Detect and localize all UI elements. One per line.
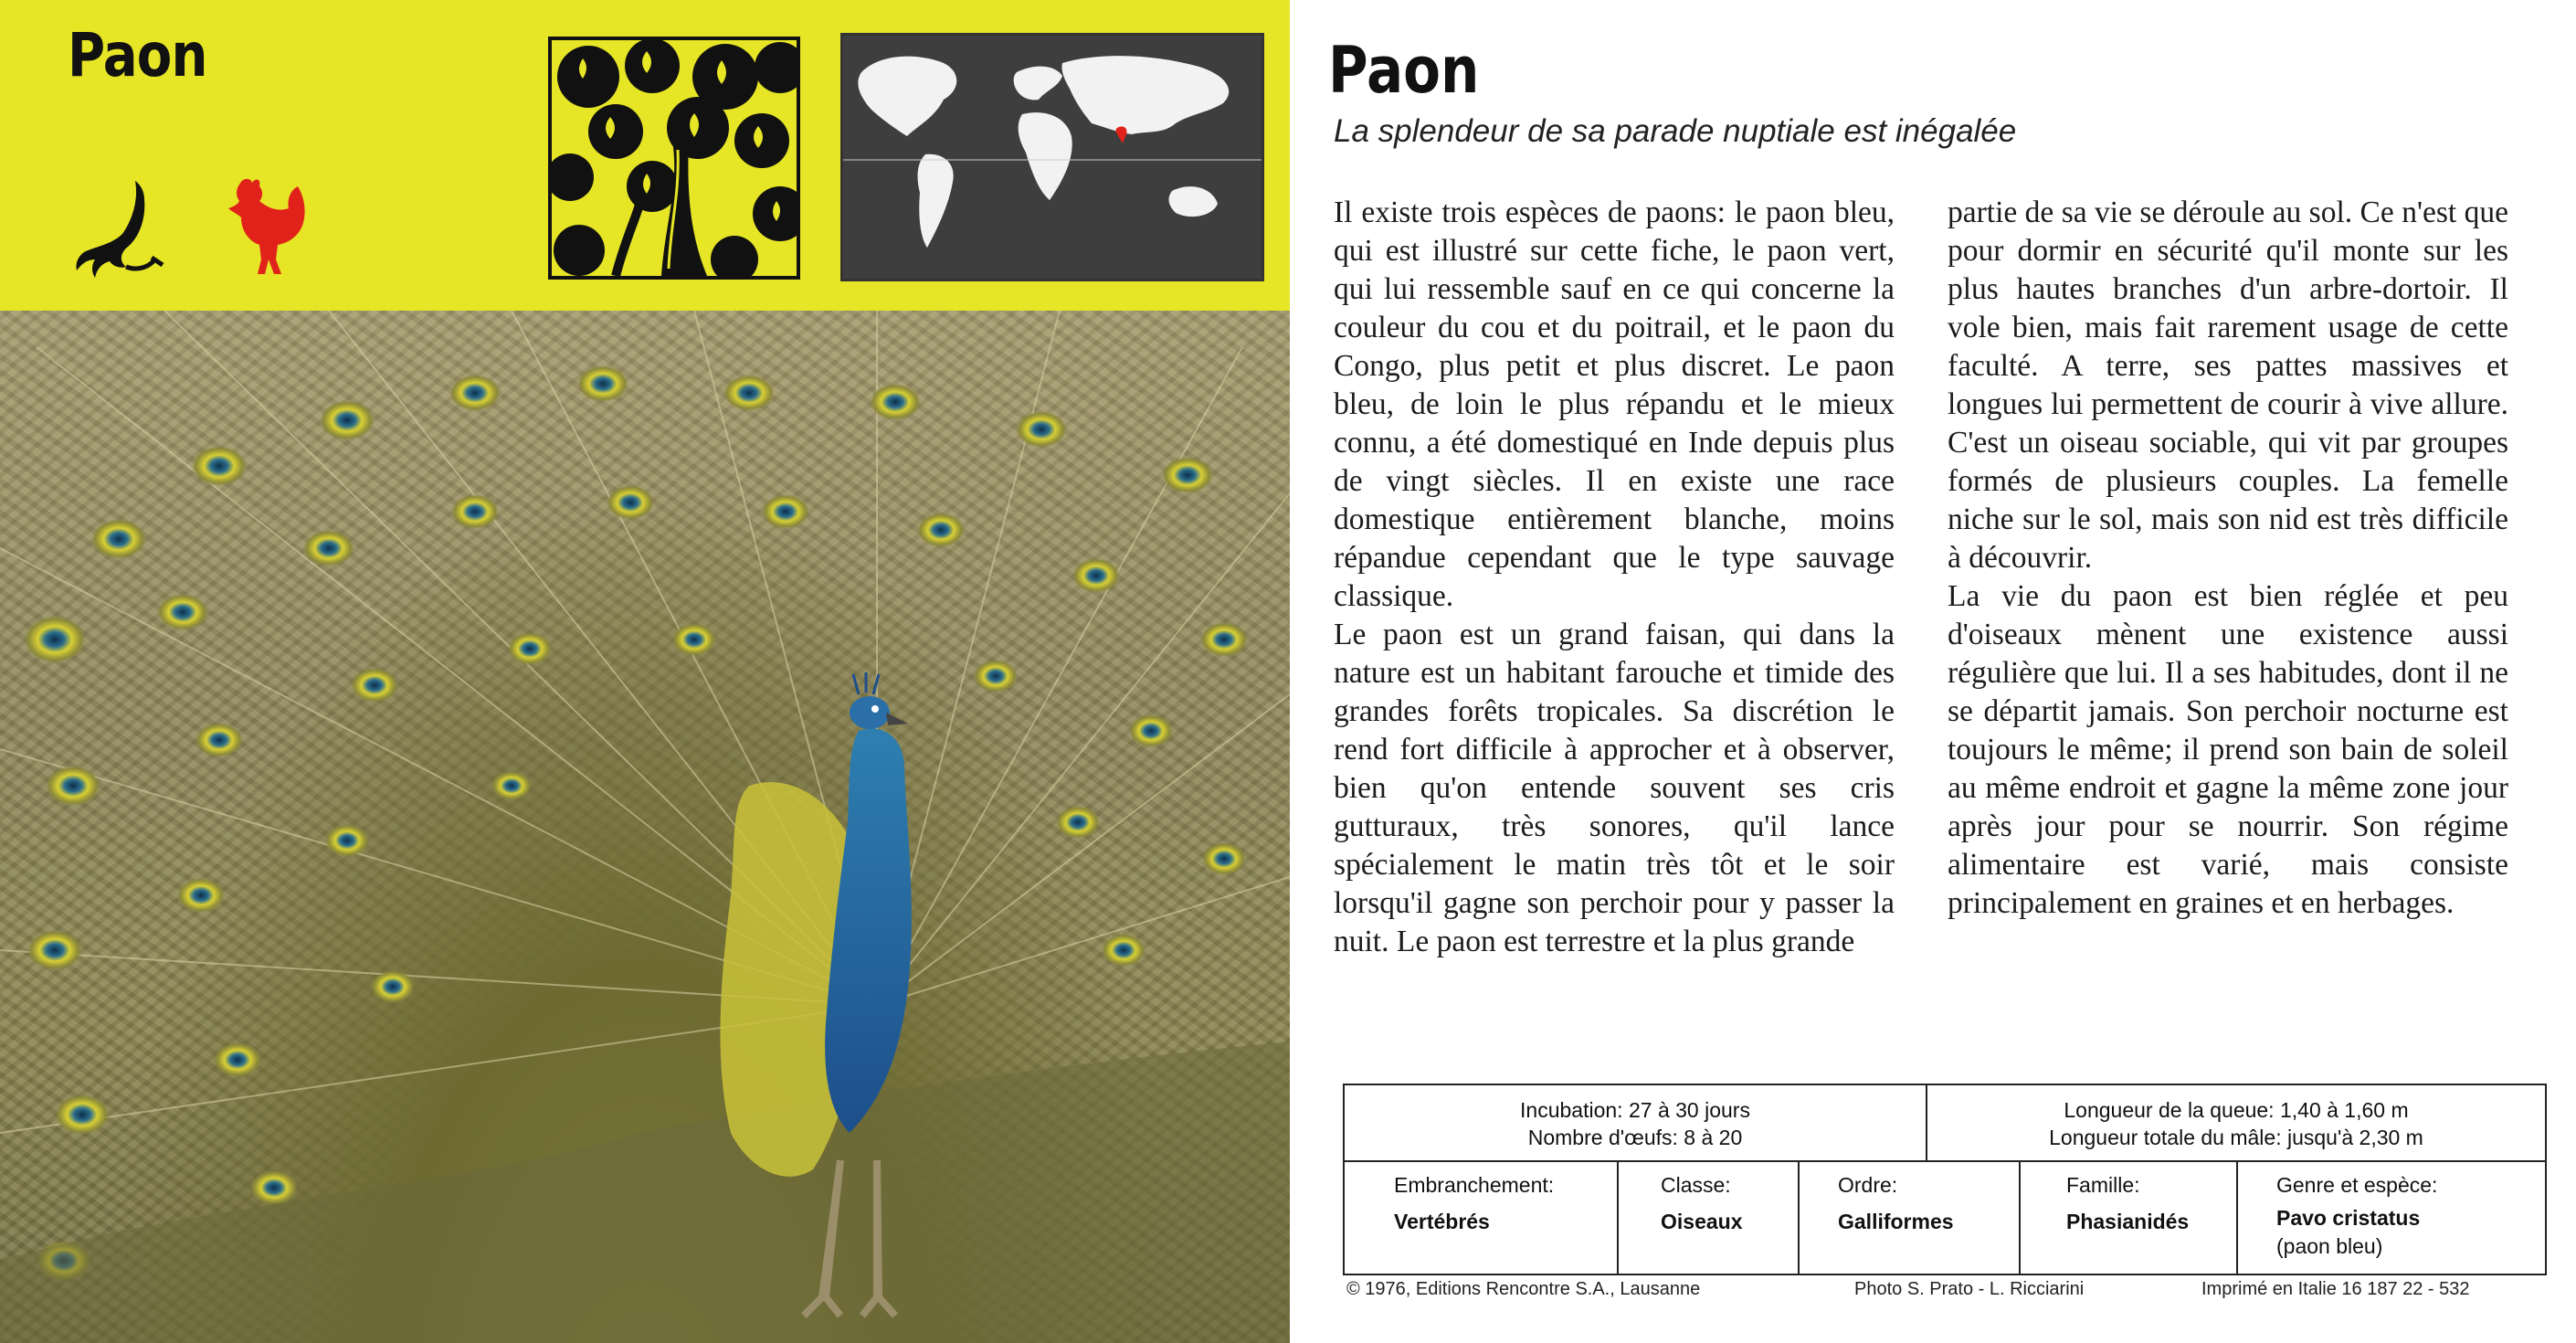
rooster-icon [223,172,311,281]
eggs-text: Nombre d'œufs: 8 à 20 [1527,1126,1743,1149]
cell-label: Classe: [1661,1173,1731,1197]
paragraph: Il existe trois espèces de paons: le paon bleu, qui est illustré sur cette fiche, le paon vert, qui lui ressemble sauf en ce qui concerne la couleur du cou et du poitrail, et le paon du Congo, plus petit et plus discret. Le paon bleu, de loin le plus répandu et le mieux connu, a été domestiqué en Inde depuis plus de vingt siècles. Il en existe une race domestique entièrement blanche, moins répandue cependant que le type sauvage classique. [1334,196,1895,613]
text-column-2 [1948,194,2508,923]
classification-cell-class [1619,1162,1800,1275]
cell-extra: (paon bleu) [2276,1234,2383,1258]
facts-row-measures [1345,1085,2545,1162]
total-length-text: Longueur totale du mâle: jusqu'à 2,30 m [2049,1126,2423,1149]
print-info: Imprimé en Italie 16 187 22 - 532 [2201,1279,2470,1299]
classification-cell-order [1800,1162,2021,1275]
paragraph: Le paon est un grand faisan, qui dans la nature est un habitant farouche et timide des grandes forêts tropicales. Sa discrétion le rend fort difficile à approcher et à observer, bien qu'on entende souvent ses cris gutturaux, très sonores, qu'il lance spécialement le matin très tôt et le soir lorsqu'il gagne son perchoir pour y passer la nuit. Le paon est terrestre et la plus grande [1334,618,1895,958]
cell-label: Genre et espèce: [2276,1173,2438,1197]
cell-label: Famille: [2066,1173,2140,1197]
cell-value: Vertébrés [1394,1210,1490,1233]
cell-value: Phasianidés [2066,1210,2190,1233]
cell-value: Galliformes [1838,1210,1954,1233]
length-cell [1927,1085,2545,1162]
facts-row-classification [1345,1162,2545,1275]
cell-label: Ordre: [1838,1173,1898,1197]
cell-value: Pavo cristatus [2276,1206,2421,1230]
tail-length-text: Longueur de la queue: 1,40 à 1,60 m [2064,1098,2409,1122]
cell-label: Embranchement: [1394,1173,1555,1197]
peacock-photo [0,311,1290,1343]
copyright-note: © 1976, Editions Rencontre S.A., Lausanne [1346,1279,1701,1299]
world-distribution-map [840,33,1264,281]
card-title: Paon [68,20,207,90]
paragraph: La vie du paon est bien réglée et peu d'oiseaux mènent une existence aussi régulière que lui. Il a ses habitudes, dont il ne se départit jamais. Son perchoir nocturne est toujours le même; il prend son bain de soleil au même endroit et gagne la même zone jour après jour pour se nourrir. Son régime alimentaire est varié, mais consiste principalement en graines et en herbages. [1948,579,2508,920]
habitat-forest-illustration [548,37,800,280]
text-column-1 [1334,194,1895,961]
classification-cell-species [2238,1162,2545,1275]
article-subtitle: La splendeur de sa parade nuptiale est inégalée [1334,113,2017,149]
reproduction-cell [1345,1085,1927,1162]
right-card [1306,0,2576,1343]
classification-cell-phylum [1345,1162,1619,1275]
claw-icon [71,174,181,283]
incubation-text: Incubation: 27 à 30 jours [1520,1098,1750,1122]
cell-value: Oiseaux [1661,1210,1743,1233]
article-title: Paon [1328,33,1480,108]
classification-cell-family [2021,1162,2238,1275]
facts-table [1343,1084,2547,1275]
photo-credit: Photo S. Prato - L. Ricciarini [1854,1279,2085,1299]
paragraph: partie de sa vie se déroule au sol. Ce n'est que pour dormir en sécurité qu'il monte sur les plus hautes branches d'un arbre-dortoir. Il vole bien, mais fait rarement usage de cette faculté. A terre, ses pattes massives et longues lui permettent de courir à vive allure. C'est un oiseau sociable, qui vit par groupes formés de plusieurs couples. La femelle niche sur le sol, mais son nid est très difficile à découvrir. [1948,196,2508,575]
